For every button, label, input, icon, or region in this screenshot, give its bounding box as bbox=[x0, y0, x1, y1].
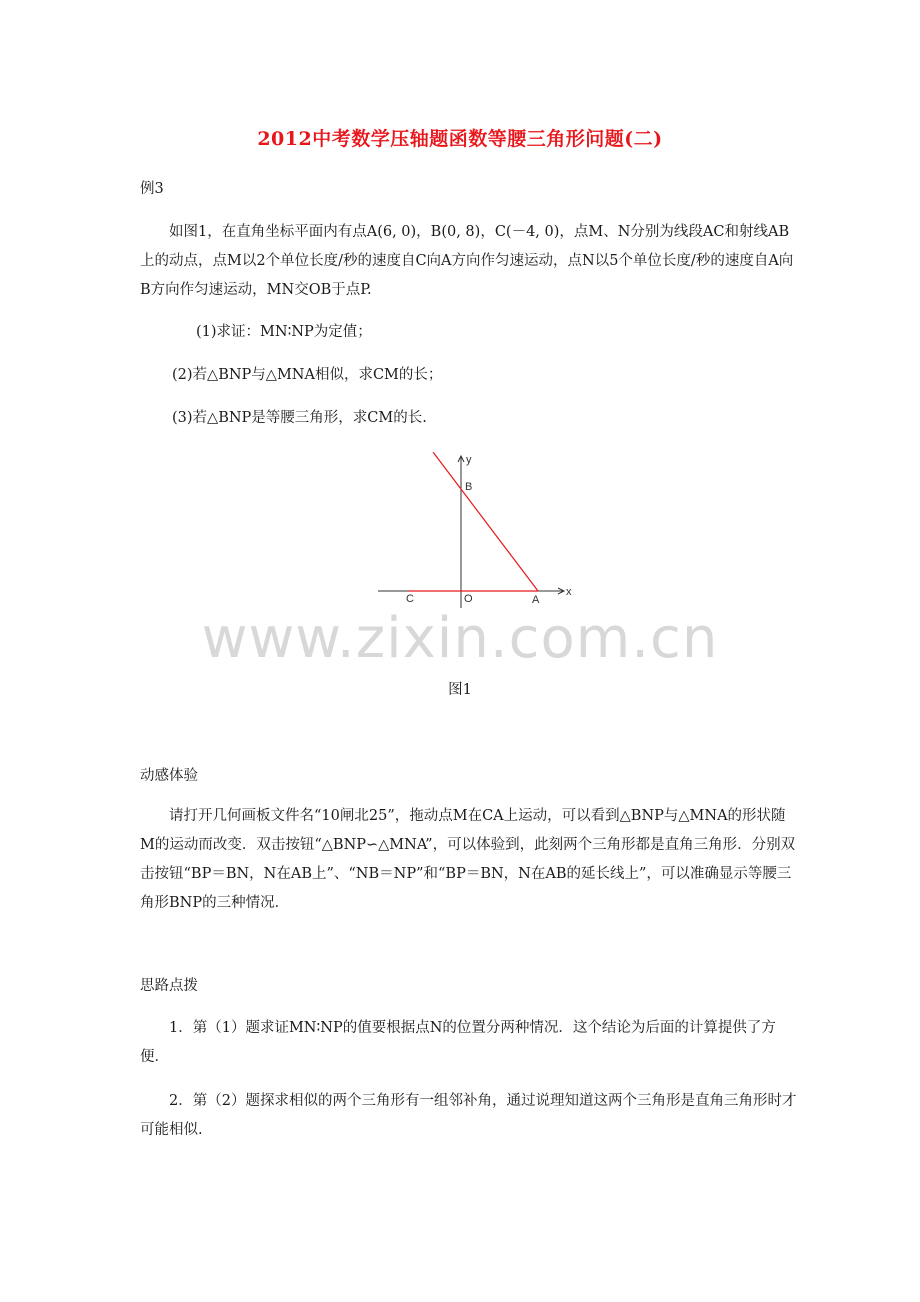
section-heading-dynamic: 动感体验 bbox=[140, 768, 198, 784]
label-b: B bbox=[465, 481, 473, 493]
question-2: (2)若△BNP与△MNA相似，求CM的长； bbox=[172, 367, 443, 383]
example-label: 例3 bbox=[140, 181, 164, 197]
watermark: www.zixin.com.cn bbox=[201, 606, 719, 671]
label-x: x bbox=[566, 586, 572, 598]
label-a: A bbox=[532, 594, 540, 606]
question-3: (3)若△BNP是等腰三角形，求CM的长. bbox=[172, 410, 427, 426]
problem-intro: 如图1，在直角坐标平面内有点A(6, 0)，B(0, 8)，C(－4, 0)，点M、N分别为线段AC和射线AB上的动点，点M以2个单位长度/秒的速度自C向A方向作匀速运动，点N以5个单位长度/秒的速度自A向B方向作匀速运动，MN交OB于点P. bbox=[140, 224, 794, 298]
section-heading-hints: 思路点拨 bbox=[140, 978, 198, 994]
figure-caption: 图1 bbox=[448, 682, 472, 698]
coordinate-figure bbox=[378, 452, 578, 610]
hint-item-1: 1．第（1）题求证MN∶NP的值要根据点N的位置分两种情况．这个结论为后面的计算提供了方便． bbox=[140, 1020, 776, 1065]
hint-item-2: 2．第（2）题探求相似的两个三角形有一组邻补角，通过说理知道这两个三角形是直角三角形时才可能相似. bbox=[140, 1093, 797, 1138]
label-y: y bbox=[466, 454, 472, 466]
label-c: C bbox=[406, 593, 414, 605]
document-title: 2012中考数学压轴题函数等腰三角形问题(二) bbox=[257, 128, 663, 150]
section-text-dynamic: 请打开几何画板文件名“10闸北25”，拖动点M在CA上运动，可以看到△BNP与△MNA的形状随M的运动而改变．双击按钮“△BNP∽△MNA”，可以体验到，此刻两个三角形都是直角三角形．分别双击按钮“BP＝BN，N在AB上”、“NB＝NP”和“BP＝BN，N在AB的延长线上”，可以准确显示等腰三角形BNP的三种情况． bbox=[140, 808, 796, 911]
line-ab bbox=[433, 452, 538, 591]
label-o: O bbox=[464, 593, 473, 605]
question-1: (1)求证：MN∶NP为定值； bbox=[196, 324, 372, 340]
